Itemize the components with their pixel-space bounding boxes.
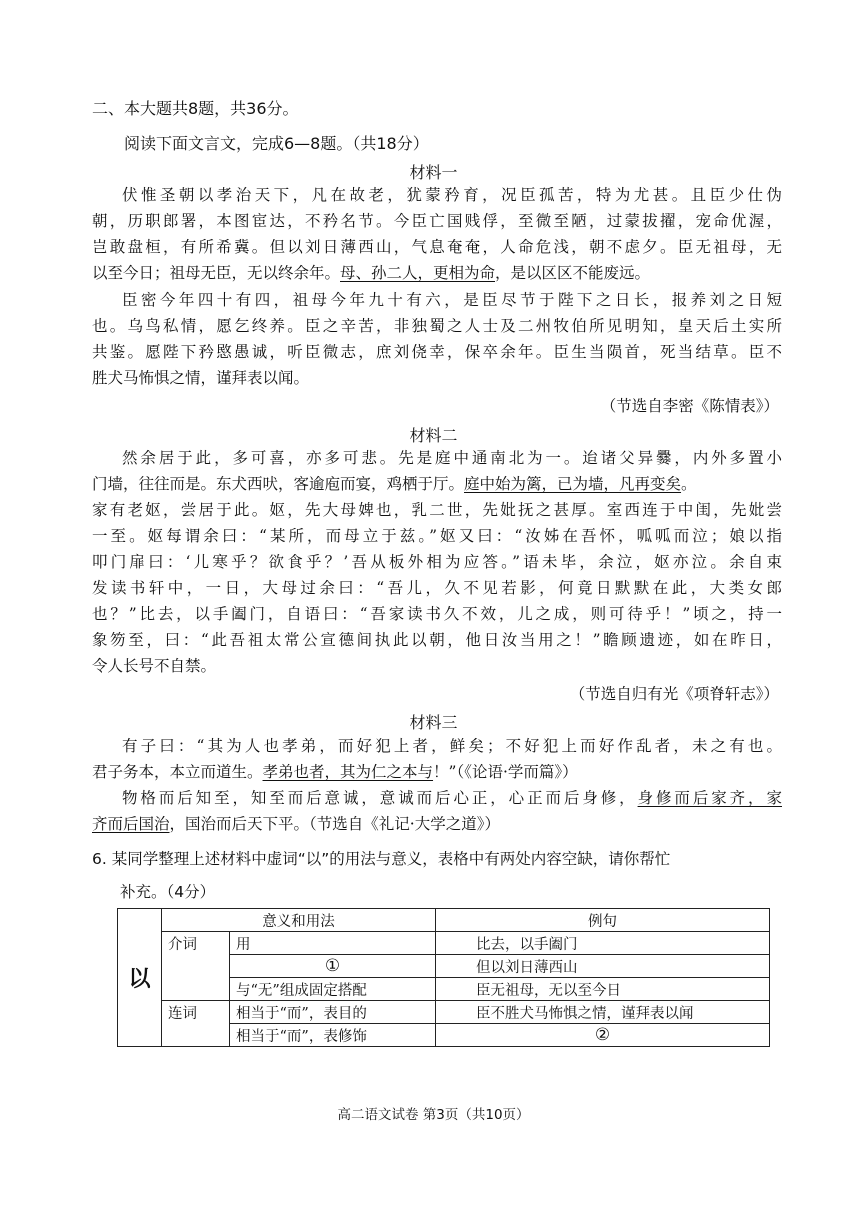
material1-line: 岂敢盘桓，有所希冀。但以刘日薄西山，气息奄奄，人命危浅，朝不虑夕。臣无祖母，无 [92,238,782,256]
material2-title: 材料二 [409,426,458,445]
question-6-text: 6. 某同学整理上述材料中虚词“以”的用法与意义，表格中有两处内容空缺，请你帮忙 [92,850,671,868]
material3-line [92,762,782,782]
section-title: 二、本大题共8题，共36分。 [92,99,299,118]
material2-line: 发读书轩中，一日，大母过余曰：“吾儿，久不见若影，何竟日默默在此，大类女郎 [92,579,782,597]
table-usage-cell: 与“无”组成固定搭配 [230,978,436,1001]
material2-source: （节选自归有光《项脊轩志》） [569,685,779,703]
table-row [118,1001,770,1024]
text-span: 以至今日；祖母无臣，无以终余年。 [92,264,341,282]
material1-line: 朝，历职郎署，本图宦达，不矜名节。今臣亡国贱俘，至微至陋，过蒙拔擢，宠命优渥， [92,212,782,230]
material2-line: 一至。妪每谓余曰：“某所，而母立于兹。”妪又曰：“汝姊在吾怀，呱呱而泣；娘以指 [92,527,782,545]
material2-line: 也？”比去，以手阖门，自语曰：“吾家读书久不效，儿之成，则可待乎！”顷之，持一 [92,605,782,623]
table-row [118,932,770,955]
page-footer: 高二语文试卷 第3页（共10页） [337,1107,530,1123]
question-6-text-cont: 补充。（4分） [120,883,216,901]
material2-line: 象笏至，曰：“此吾祖太常公宣德间执此以朝，他日汝当用之！”瞻顾遗迹，如在昨日， [92,631,782,649]
text-span: 门墙，往往而是。东犬西吠，客逾庖而宴，鸡栖于厅。 [92,475,465,493]
underlined-sentence: 庭中始为篱，已为墙，凡再变矣 [464,475,682,493]
material1-line: 胜犬马怖惧之情，谨拜表以闻。 [92,369,310,387]
material3-title: 材料三 [409,713,458,732]
material2-line: 然余居于此，多可喜，亦多可悲。先是庭中通南北为一。迨诸父异爨，内外多置小 [122,449,782,467]
underlined-sentence: 孝弟也者，其为仁之本与 [262,763,434,781]
table-usage-cell: 相当于“而”，表目的 [230,1001,436,1024]
material1-line: 伏惟圣朝以孝治天下，凡在故老，犹蒙矜育，况臣孤苦，特为尤甚。且臣少仕伪 [122,186,782,204]
material3-line: 有子曰：“其为人也孝弟，而好犯上者，鲜矣；不好犯上而好作乱者，未之有也。 [122,737,782,755]
material1-source: （节选自李密《陈情表》） [600,397,779,415]
text-span: 君子务本，本立而道生。 [92,763,263,781]
underlined-sentence: 母、孙二人，更相为命 [340,264,496,282]
table-char-cell: 以 [118,909,162,1047]
instruction: 阅读下面文言文，完成6—8题。（共18分） [124,134,429,153]
text-span: ！”（《论语·学而篇》） [433,763,578,781]
table-usage-cell: 用 [230,932,436,955]
text-span: 。 [681,475,697,493]
material2-line: 家有老妪，尝居于此。妪，先大母婢也，乳二世，先妣抚之甚厚。室西连于中闺，先妣尝 [92,501,782,519]
table-example-cell: 臣不胜犬马怖惧之情，谨拜表以闻 [436,1001,770,1024]
material2-line: 令人长号不自禁。 [92,657,217,675]
table-example-cell: 臣无祖母，无以至今日 [436,978,770,1001]
text-span: ，是以区区不能废远。 [495,264,651,282]
material1-line: 也。乌鸟私情，愿乞终养。臣之辛苦，非独蜀之人士及二州牧伯所见明知，皇天后土实所 [92,317,782,335]
material1-line [92,263,782,283]
material2-line: 叩门扉曰：‘儿寒乎？欲食乎？’吾从板外相为应答。”语未毕，余泣，妪亦泣。余自束 [92,553,782,571]
table-pos-cell: 介词 [162,932,230,1001]
material2-line [92,474,782,494]
answer-blank-2[interactable]: ② [436,1024,770,1047]
material3-line [122,788,782,808]
underlined-sentence: 齐而后国治 [92,815,170,833]
text-span: ，国治而后天下平。（节选自《礼记·大学之道》） [169,815,500,833]
text-span: 物格而后知至，知至而后意诚，意诚而后心正，心正而后身修， [122,789,638,807]
table-pos-cell: 连词 [162,1001,230,1047]
underlined-sentence: 身修而后家齐，家 [637,789,782,807]
material3-line [92,814,782,834]
answer-table [117,908,770,1047]
material1-title: 材料一 [409,163,458,182]
material1-line: 共鉴。愿陛下矜愍愚诚，听臣微志，庶刘侥幸，保卒余年。臣生当陨首，死当结草。臣不 [92,343,782,361]
material1-line: 臣密今年四十有四，祖母今年九十有六，是臣尽节于陛下之日长，报养刘之日短 [122,291,782,309]
answer-blank-1[interactable]: ① [230,955,436,978]
table-header-example: 例句 [436,909,770,932]
table-example-cell: 比去，以手阖门 [436,932,770,955]
table-header-usage: 意义和用法 [162,909,436,932]
table-usage-cell: 相当于“而”，表修饰 [230,1024,436,1047]
table-example-cell: 但以刘日薄西山 [436,955,770,978]
